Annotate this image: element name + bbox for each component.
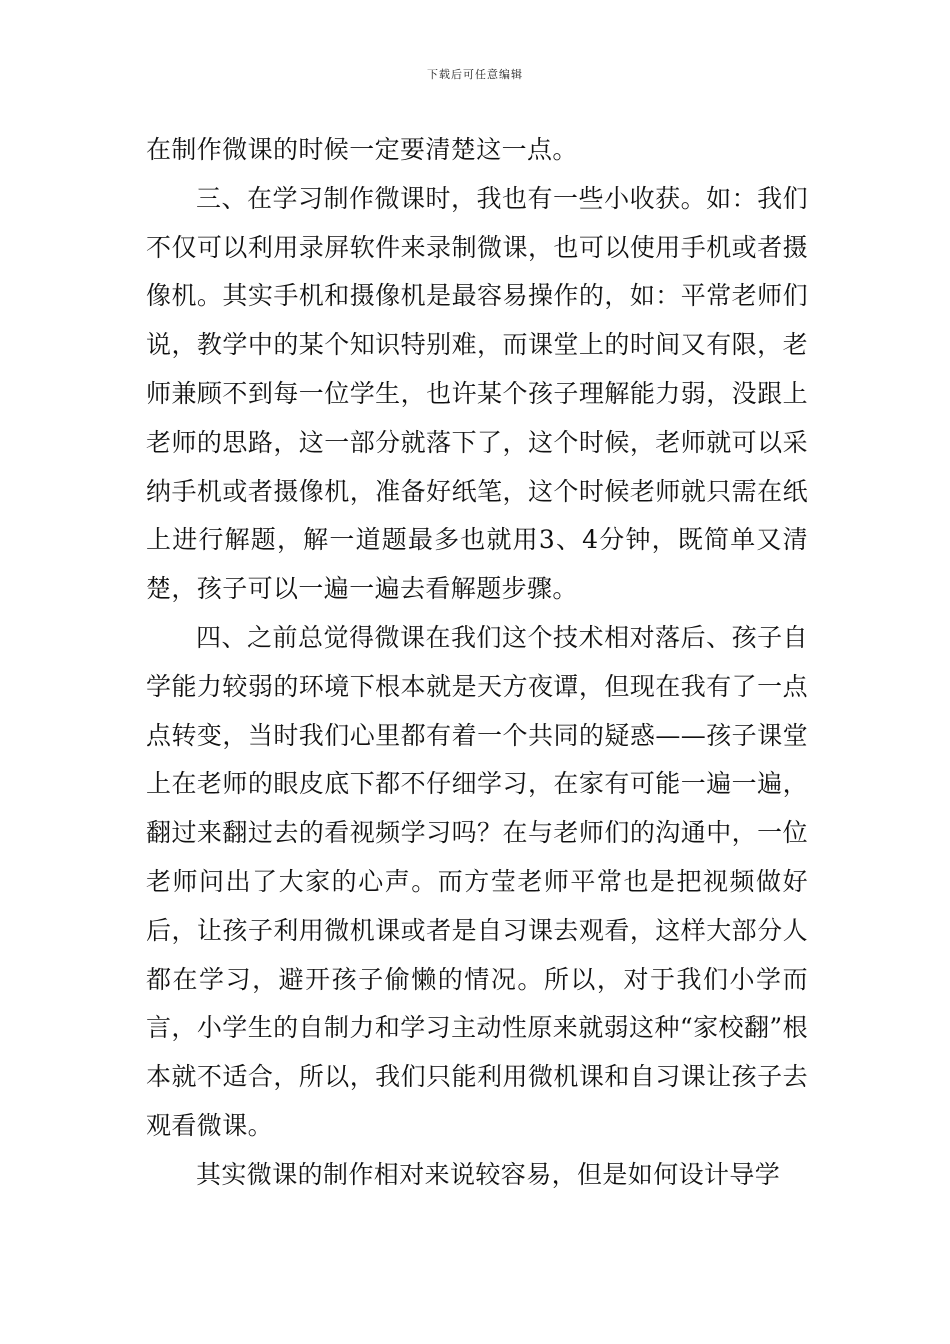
paragraph-section-four: 四、之前总觉得微课在我们这个技术相对落后、孩子自学能力较弱的环境下根本就是天方夜谭，但现在我有了一点点转变，当时我们心里都有着一个共同的疑惑——孩子课堂上在老师的眼皮底下都不仔细学习，在家有可能一遍一遍，翻过来翻过去的看视频学习吗？在与老师们的沟通中，一位老师问出了大家的心声。而方莹老师平常也是把视频做好后，让孩子利用微机课或者是自习课去观看，这样大部分人都在学习，避开孩子偷懒的情况。所以，对于我们小学而言，小学生的自制力和学习主动性原来就弱这种“家校翻”根本就不适合，所以，我们只能利用微机课和自习课让孩子去观看微课。 — [146, 622, 808, 1140]
header-note: 下载后可任意编辑 — [427, 68, 523, 81]
paragraph-continuation: 在制作微课的时候一定要清楚这一点。 — [146, 135, 578, 164]
document-body — [146, 126, 808, 1200]
paragraph-closing: 其实微课的制作相对来说较容易，但是如何设计导学 — [196, 1159, 781, 1189]
paragraph-section-three: 三、在学习制作微课时，我也有一些小收获。如：我们不仅可以利用录屏软件来录制微课，也可以使用手机或者摄像机。其实手机和摄像机是最容易操作的，如：平常老师们说，教学中的某个知识特别难，而课堂上的时间又有限，老师兼顾不到每一位学生，也许某个孩子理解能力弱，没跟上老师的思路，这一部分就落下了，这个时候，老师就可以采纳手机或者摄像机，准备好纸笔，这个时候老师就只需在纸上进行解题，解一道题最多也就用3、4分钟，既简单又清楚，孩子可以一遍一遍去看解题步骤。 — [146, 183, 808, 604]
